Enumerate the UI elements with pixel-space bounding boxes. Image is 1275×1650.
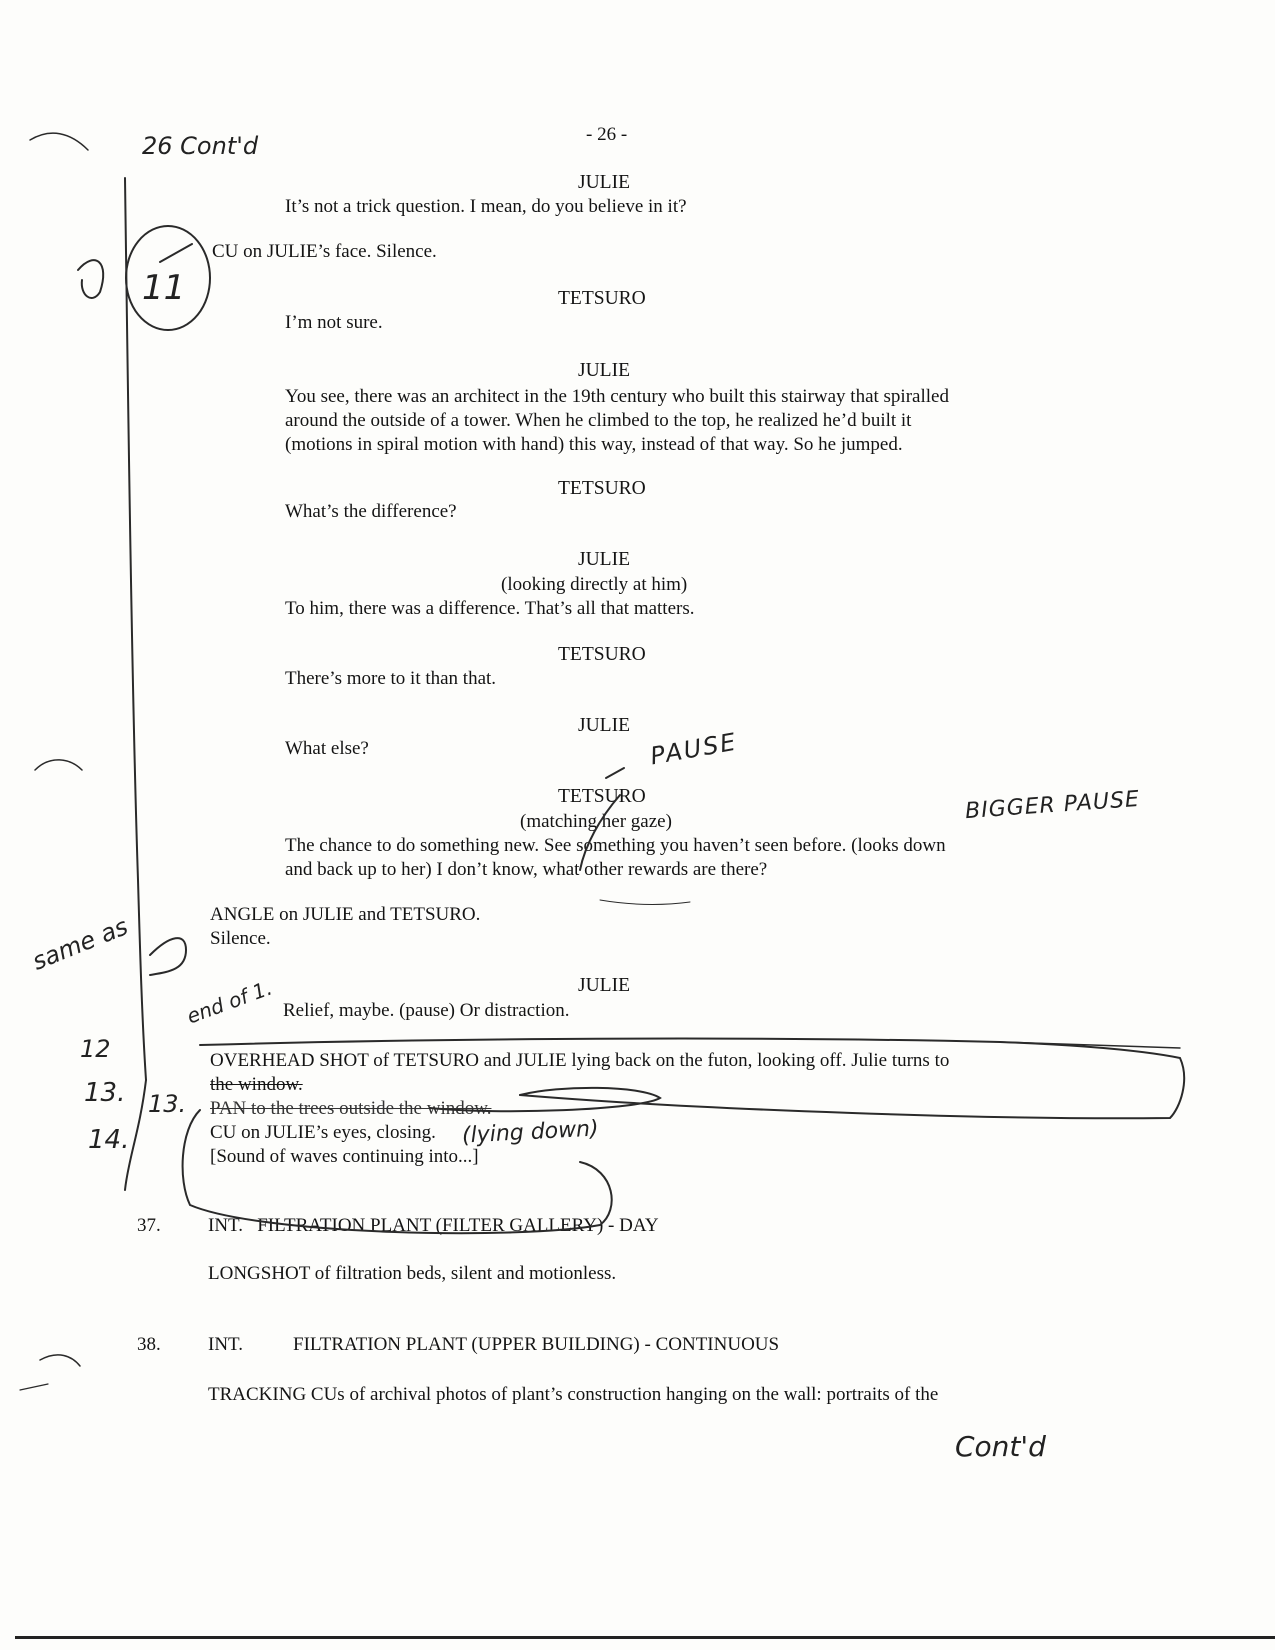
parenthetical: (looking directly at him) [501,574,688,595]
action-line: CU on JULIE’s eyes, closing. [210,1122,436,1143]
scene-number: 37. [137,1215,161,1236]
scene-heading: FILTRATION PLANT (UPPER BUILDING) - CONTINUOUS [293,1334,780,1355]
scene-heading-int: INT. [208,1334,243,1355]
dialogue-line: What’s the difference? [285,501,457,522]
shot-number-annotation: 13. [148,1090,187,1118]
dialogue-line: What else? [285,738,369,759]
action-line: OVERHEAD SHOT of TETSURO and JULIE lying back on the futon, looking off. Julie turns to [210,1050,950,1071]
scene-heading: INT. FILTRATION PLANT (FILTER GALLERY) - DAY [208,1215,659,1236]
character-name: JULIE [578,975,630,996]
action-line: TRACKING CUs of archival photos of plant’s construction hanging on the wall: portraits of the [208,1384,939,1405]
action-line: LONGSHOT of filtration beds, silent and motionless. [208,1263,617,1284]
character-name: JULIE [578,172,630,193]
dialogue-line: You see, there was an architect in the 19th century who built this stairway that spiralled [285,386,949,407]
dialogue-line: There’s more to it than that. [285,668,497,689]
character-name: TETSURO [558,786,646,807]
action-line-struck: PAN to the trees outside the window. [210,1098,492,1119]
action-line: [Sound of waves continuing into...] [210,1146,479,1167]
page-number: - 26 - [586,124,628,145]
character-name: JULIE [578,549,630,570]
action-line: CU on JULIE’s face. Silence. [212,241,437,262]
end-of-annotation: end of 1. [183,975,276,1029]
dialogue-line: around the outside of a tower. When he climbed to the top, he realized he’d built it [285,410,912,431]
dialogue-line: It’s not a trick question. I mean, do you believe in it? [285,196,687,217]
bigger-pause-annotation: BIGGER PAUSE [964,786,1141,825]
header-annotation: 26 Cont'd [142,132,259,160]
action-line-struck: the window. [210,1074,303,1095]
shot-number-annotation: 11 [142,268,186,308]
dialogue-line: Relief, maybe. (pause) Or distraction. [283,1000,570,1021]
dialogue-line: and back up to her) I don’t know, what other rewards are there? [285,859,768,880]
lying-down-annotation: (lying down) [461,1116,600,1149]
dialogue-line: I’m not sure. [285,312,383,333]
character-name: JULIE [578,360,630,381]
shot-number-annotation: 12 [80,1035,111,1063]
parenthetical: (matching her gaze) [520,811,672,832]
character-name: JULIE [578,715,630,736]
same-as-annotation: same as [28,912,132,976]
character-name: TETSURO [558,478,646,499]
shot-number-annotation: 13. [84,1078,126,1108]
action-line: ANGLE on JULIE and TETSURO. [210,904,481,925]
dialogue-line: The chance to do something new. See something you haven’t seen before. (looks down [285,835,946,856]
character-name: TETSURO [558,644,646,665]
dialogue-line: (motions in spiral motion with hand) this way, instead of that way. So he jumped. [285,434,903,455]
character-name: TETSURO [558,288,646,309]
shot-number-annotation: 14. [88,1125,130,1155]
pause-annotation: PAUSE [648,727,740,771]
scene-number: 38. [137,1334,161,1355]
action-line: Silence. [210,928,271,949]
page-bottom-edge [15,1636,1275,1639]
footer-annotation: Cont'd [955,1430,1046,1463]
dialogue-line: To him, there was a difference. That’s all that matters. [285,598,695,619]
